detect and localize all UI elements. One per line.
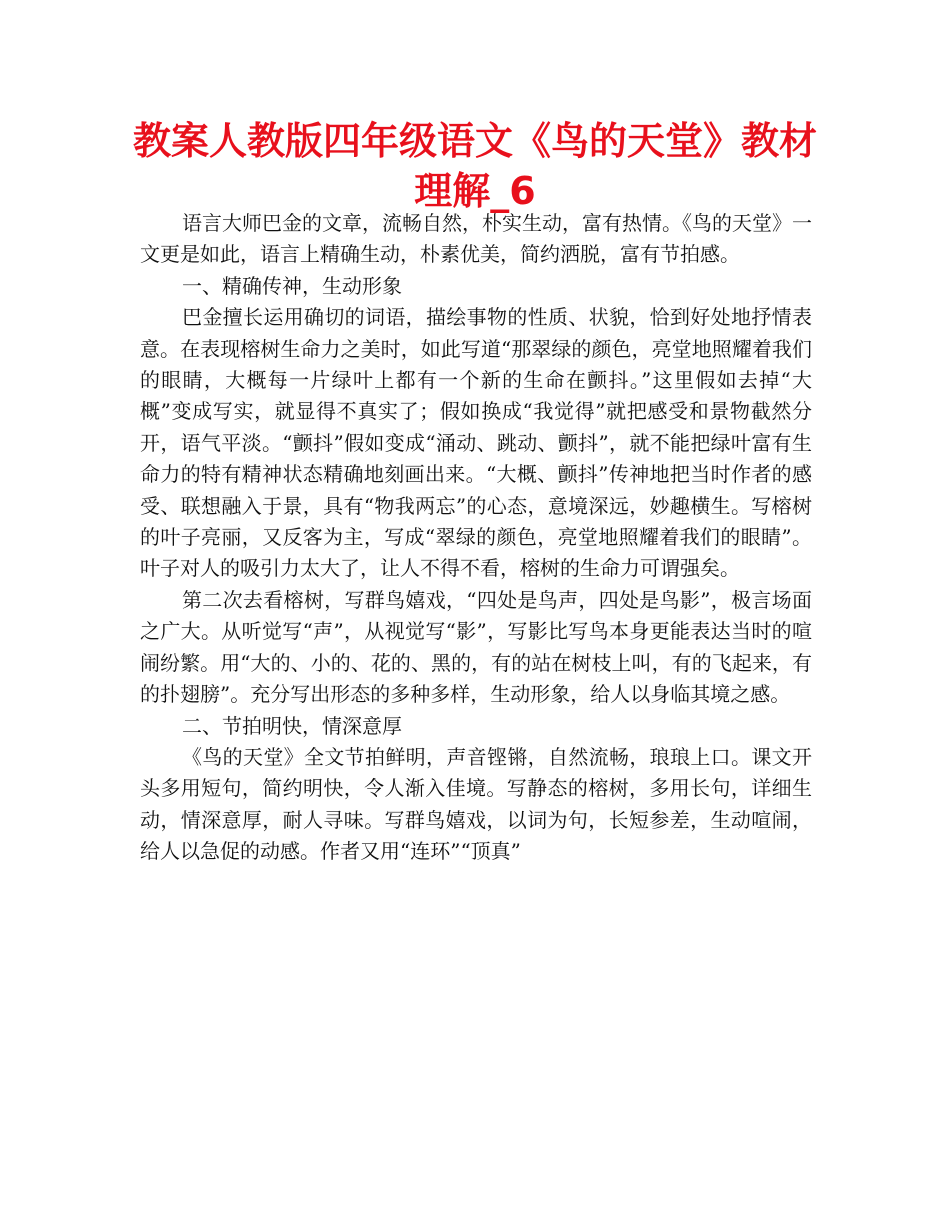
section-heading-1: 一、精确传神，生动形象 (182, 273, 402, 298)
paragraph-rhythm: 《鸟的天堂》全文节拍鲜明，声音铿锵，自然流畅，琅琅上口。课文开头多用短句，简约明快，令人渐入佳境。写静态的榕树，多用长句，详细生动，情深意厚，耐人寻味。写群鸟嬉戏，以词为句，长短参差，生动喧闹，给人以急促的动感。作者又用“连环”“顶真” (140, 744, 812, 864)
paragraph-intro: 语言大师巴金的文章，流畅自然，朴实生动，富有热情。《鸟的天堂》一文更是如此，语言上精确生动，朴素优美，简约洒脱，富有节拍感。 (140, 211, 812, 267)
section-heading-2: 二、节拍明快，情深意厚 (182, 713, 402, 738)
paragraph-birds-scene: 第二次去看榕树，写群鸟嬉戏，“四处是鸟声，四处是鸟影”，极言场面之广大。从听觉写“声”，从视觉写“影”，写影比写鸟本身更能表达当时的喧闹纷繁。用“大的、小的、花的、黑的，有的站在树枝上叫，有的飞起来，有的扑翅膀”。充分写出形态的多种多样，生动形象，给人以身临其境之感。 (140, 587, 812, 707)
document-title: 教案人教版四年级语文《鸟的天堂》教材理解_6 (132, 119, 817, 213)
paragraph-precise-words: 巴金擅长运用确切的词语，描绘事物的性质、状貌，恰到好处地抒情表意。在表现榕树生命力之美时，如此写道“那翠绿的颜色，亮堂地照耀着我们的眼睛，大概每一片绿叶上都有一个新的生命在颤抖。”这里假如去掉“大概”变成写实，就显得不真实了；假如换成“我觉得”就把感受和景物截然分开，语气平淡。“颤抖”假如变成“涌动、跳动、颤抖”，就不能把绿叶富有生命力的特有精神状态精确地刻画出来。“大概、颤抖”传神地把当时作者的感受、联想融入于景，具有“物我两忘”的心态，意境深远，妙趣横生。写榕树的叶子亮丽，又反客为主，写成“翠绿的颜色，亮堂地照耀着我们的眼睛”。叶子对人的吸引力太大了，让人不得不看，榕树的生命力可谓强矣。 (140, 305, 812, 581)
document-body (140, 208, 812, 868)
